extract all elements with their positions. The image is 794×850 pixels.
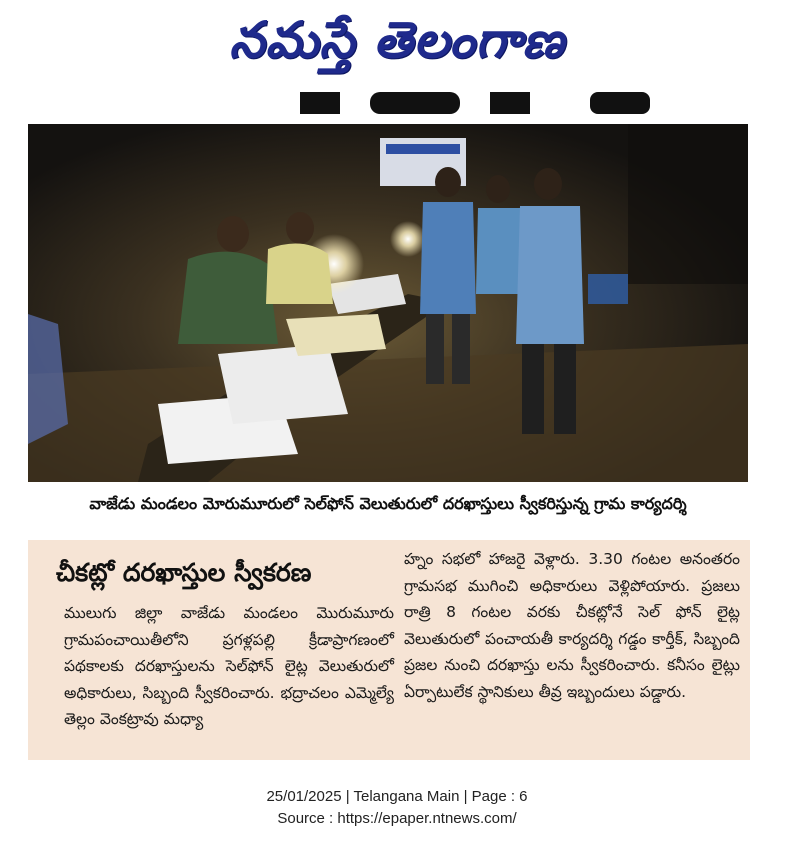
article-column-left: ములుగు జిల్లా వాజేడు మండలం మొరుమూరు గ్రామపంచాయితీలోని ప్రగళ్లపల్లి క్రీడాప్రాగణంలో పథకాలకు దరఖాస్తులను సెల్‌ఫోన్ లైట్ల వెలుతురులో అధికారులు, సిబ్బంది స్వీకరించారు. భద్రాచలం ఎమ్మెల్యే తెల్లం వెంకట్రావు మధ్యా [64, 604, 394, 728]
previous-article-strip [300, 92, 660, 114]
photo-caption: వాజేడు మండలం మోరుమూరులో సెల్‌ఫోన్ వెలుతురులో దరఖాస్తులు స్వీకరిస్తున్న గ్రామ కార్యదర్శి [89, 493, 687, 513]
article-box [28, 540, 750, 760]
masthead [0, 0, 794, 92]
article-headline: చీకట్లో దరఖాస్తుల స్వీకరణ [56, 558, 312, 587]
news-photo [28, 124, 748, 482]
article-column-right: హ్నం సభలో హాజరై వెళ్లారు. 3.30 గంటల అనంతరం గ్రామసభ ముగించి అధికారులు వెళ్లిపోయారు. ప్రజలు రాత్రి 8 గంటల వరకు చీకట్లోనే సెల్ ఫోన్ లైట్ల వెలుతురులో పంచాయతీ కార్యదర్శి గడ్డం కార్తీక్, సిబ్బంది ప్రజల నుంచి దరఖాస్తు లను స్వీకరించారు. కనీసం లైట్లు ఏర్పాటులేక స్థానికులు తీవ్ర ఇబ్బందులు పడ్డారు. [404, 550, 740, 701]
publication-info: 25/01/2025 | Telangana Main | Page : 6 [266, 788, 528, 805]
source-info: Source : https://epaper.ntnews.com/ [277, 810, 517, 827]
masthead-title: నమస్తే తెలంగాణ [229, 10, 565, 69]
